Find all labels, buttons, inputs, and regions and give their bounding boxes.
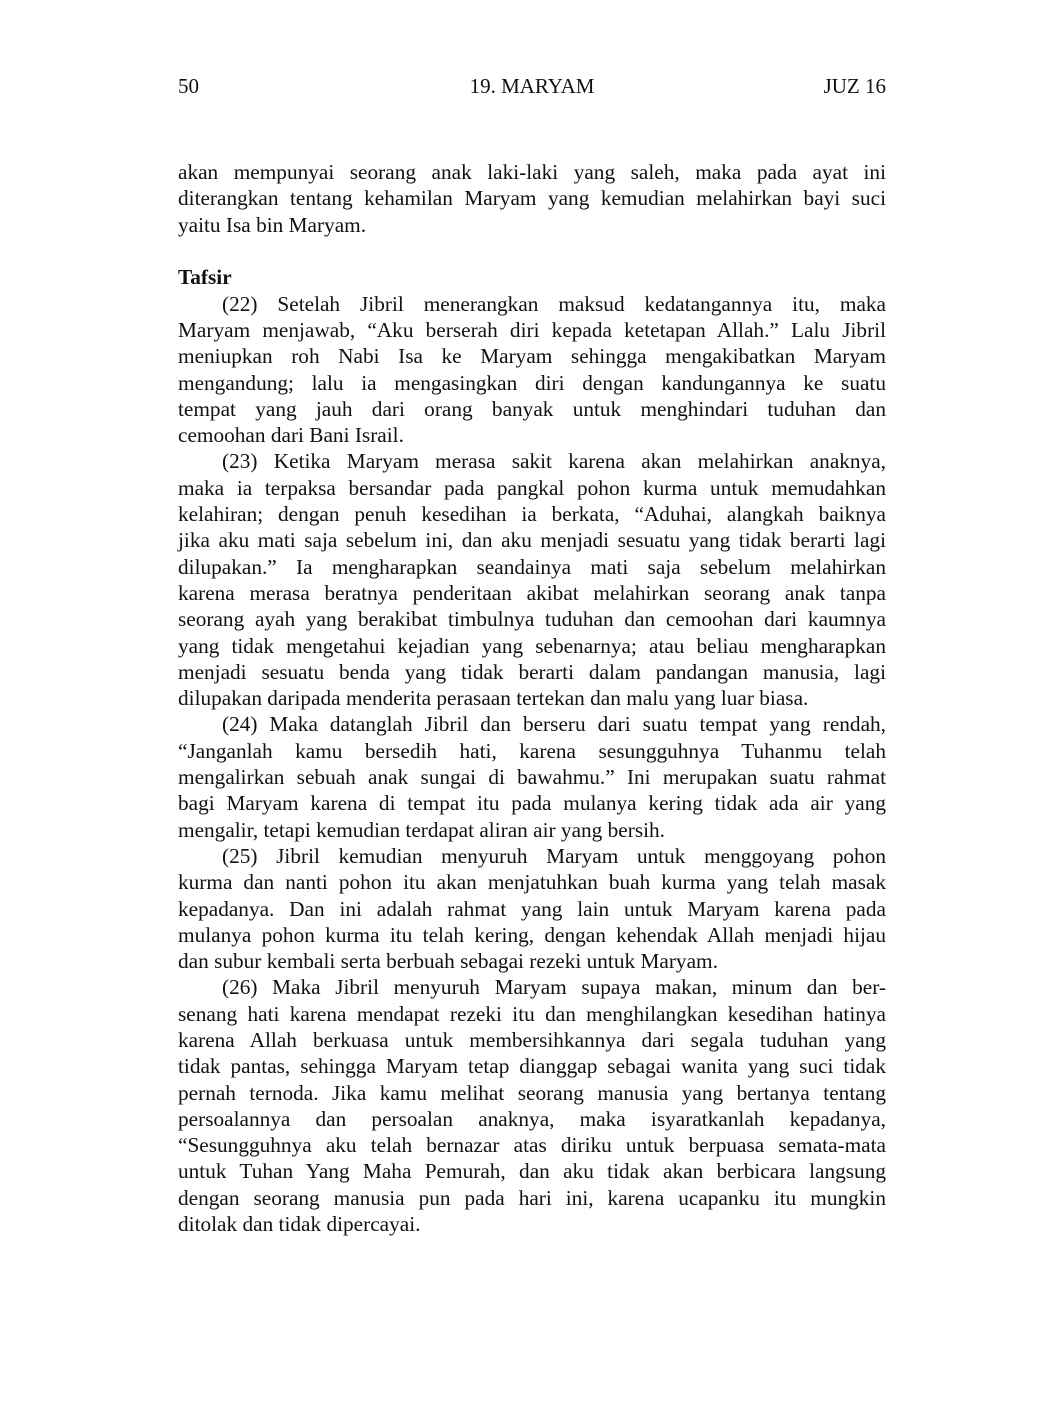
text-line: “Sesungguhnya aku telah bernazar atas diriku untuk berpuasa semata-mata xyxy=(178,1133,886,1158)
text-line: karena Allah berkuasa untuk membersihkannya dari segala tuduhan yang xyxy=(178,1028,886,1052)
running-header xyxy=(178,74,886,100)
text-line: (24) Maka datanglah Jibril dan berseru dari suatu tempat yang rendah, xyxy=(222,712,886,737)
text-line: akan mempunyai seorang anak laki-laki yang saleh, maka pada ayat ini xyxy=(178,160,886,184)
text-line: (22) Setelah Jibril menerangkan maksud kedatangannya itu, maka xyxy=(222,291,886,316)
tafsir-paragraphs xyxy=(178,291,886,1238)
tafsir-paragraph xyxy=(178,448,886,711)
text-line: mengalir, tetapi kemudian terdapat aliran air yang bersih. xyxy=(178,817,666,842)
text-line: persoalannya dan persoalan anaknya, maka isyaratkanlah kepadanya, xyxy=(178,1106,886,1131)
text-line: yang tidak mengetahui kejadian yang sebenarnya; atau beliau mengharapkan xyxy=(178,633,886,658)
juz-label: JUZ 16 xyxy=(823,74,886,98)
text-line: (25) Jibril kemudian menyuruh Maryam untuk menggoyang pohon xyxy=(222,843,886,868)
text-line: meniupkan roh Nabi Isa ke Maryam sehingga mengakibatkan Maryam xyxy=(178,344,886,369)
intro-paragraph xyxy=(178,159,886,238)
text-line: senang hati karena mendapat rezeki itu dan menghilangkan kesedihan hatinya xyxy=(178,1001,886,1026)
text-line: pernah ternoda. Jika kamu melihat seorang manusia yang bertanya tentang xyxy=(178,1080,886,1105)
text-line: kelahiran; dengan penuh kesedihan ia berkata, “Aduhai, alangkah baiknya xyxy=(178,502,886,527)
text-line: ditolak dan tidak dipercayai. xyxy=(178,1212,421,1237)
tafsir-paragraph xyxy=(178,711,886,842)
text-line: tidak pantas, sehingga Maryam tetap dianggap sebagai wanita yang suci tidak xyxy=(178,1054,886,1079)
text-line: diterangkan tentang kehamilan Maryam yang kemudian melahirkan bayi suci xyxy=(178,186,886,211)
text-line: cemoohan dari Bani Israil. xyxy=(178,423,404,448)
section-heading: Tafsir xyxy=(178,265,232,290)
tafsir-paragraph xyxy=(178,291,886,449)
text-line: mulanya pohon kurma itu telah kering, dengan kehendak Allah menjadi hijau xyxy=(178,922,886,947)
text-line: dilupakan.” Ia mengharapkan seandainya mati saja sebelum melahirkan xyxy=(178,554,886,579)
chapter-title: 19. MARYAM xyxy=(469,74,595,98)
text-line: (23) Ketika Maryam merasa sakit karena akan melahirkan anaknya, xyxy=(222,449,886,474)
tafsir-paragraph xyxy=(178,843,886,974)
text-line: “Janganlah kamu bersedih hati, karena sesungguhnya Tuhanmu telah xyxy=(178,738,886,763)
text-line: Maryam menjawab, “Aku berserah diri kepada ketetapan Allah.” Lalu Jibril xyxy=(178,317,886,342)
text-line: kurma dan nanti pohon itu akan menjatuhkan buah kurma yang telah masak xyxy=(178,870,886,895)
text-line: jika aku mati saja sebelum ini, dan aku menjadi sesuatu yang tidak berarti lagi xyxy=(178,528,886,553)
tafsir-paragraph xyxy=(178,974,886,1237)
page-number: 50 xyxy=(178,74,199,98)
text-line: mengalirkan sebuah anak sungai di bawahmu.” Ini merupakan suatu rahmat xyxy=(178,765,886,790)
text-line: yaitu Isa bin Maryam. xyxy=(178,212,367,237)
text-line: untuk Tuhan Yang Maha Pemurah, dan aku tidak akan berbicara langsung xyxy=(178,1159,886,1184)
text-line: dan subur kembali serta berbuah sebagai rezeki untuk Maryam. xyxy=(178,949,718,974)
text-line: bagi Maryam karena di tempat itu pada mulanya kering tidak ada air yang xyxy=(178,791,886,816)
text-line: seorang ayah yang berakibat timbulnya tuduhan dan cemoohan dari kaumnya xyxy=(178,607,886,632)
text-line: menjadi sesuatu benda yang tidak berarti dalam pandangan manusia, lagi xyxy=(178,659,886,684)
text-line: karena merasa beratnya penderitaan akibat melahirkan seorang anak tanpa xyxy=(178,580,886,605)
text-line: dilupakan daripada menderita perasaan tertekan dan malu yang luar biasa. xyxy=(178,686,809,711)
text-line: kepadanya. Dan ini adalah rahmat yang lain untuk Maryam karena pada xyxy=(178,896,886,921)
text-line: (26) Maka Jibril menyuruh Maryam supaya makan, minum dan ber- xyxy=(222,975,886,1000)
text-line: dengan seorang manusia pun pada hari ini, karena ucapanku itu mungkin xyxy=(178,1185,886,1210)
page-body xyxy=(178,159,886,1237)
text-line: maka ia terpaksa bersandar pada pangkal pohon kurma untuk memudahkan xyxy=(178,475,886,500)
text-line: tempat yang jauh dari orang banyak untuk menghindari tuduhan dan xyxy=(178,396,886,421)
text-line: mengandung; lalu ia mengasingkan diri dengan kandungannya ke suatu xyxy=(178,370,886,395)
